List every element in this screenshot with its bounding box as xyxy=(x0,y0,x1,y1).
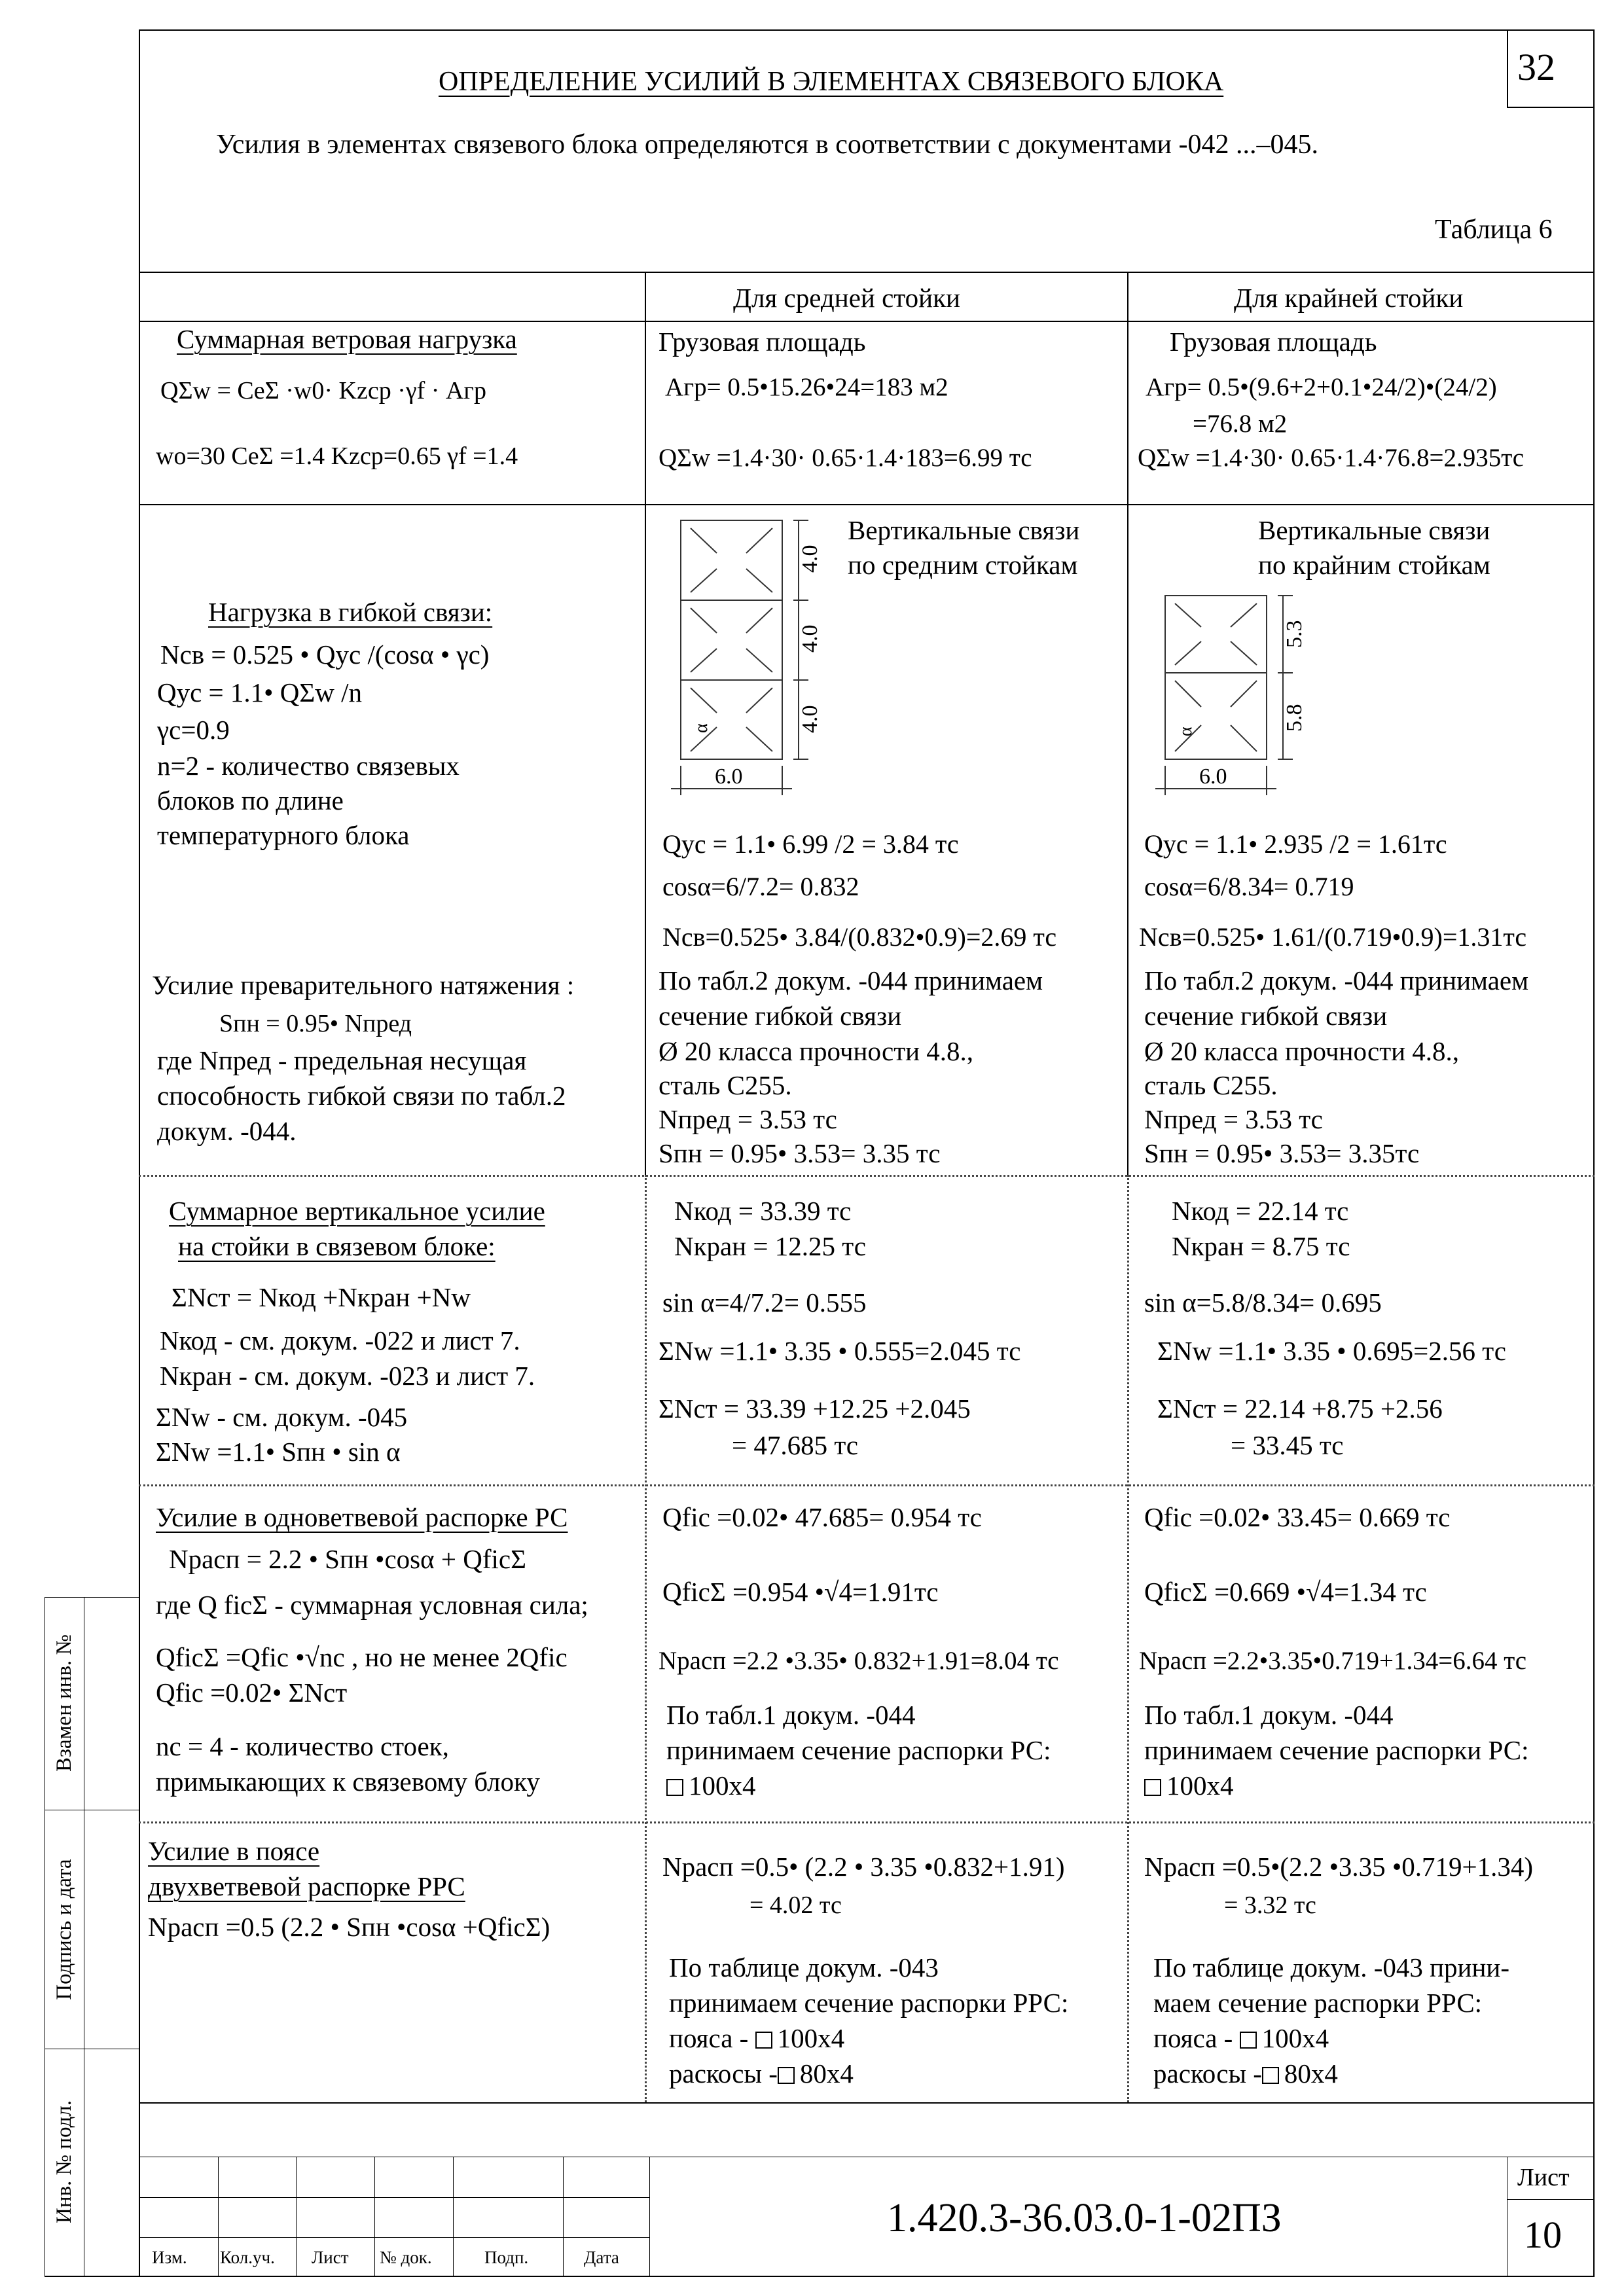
mid-width: 6.0 xyxy=(715,764,743,789)
table-label: Таблица 6 xyxy=(1435,215,1553,245)
s4-left-f3: QficΣ =Qfic •√nc , но не менее 2Qfic xyxy=(156,1642,568,1672)
s4-edge-1: Qfic =0.02• 33.45= 0.669 тс xyxy=(1144,1502,1451,1532)
page-title: ОПРЕДЕЛЕНИЕ УСИЛИЙ В ЭЛЕМЕНТАХ СВЯЗЕВОГО БЛОКА xyxy=(439,67,1224,97)
s2-left-p4: способность гибкой связи по табл.2 xyxy=(157,1081,566,1111)
col-divider-2a xyxy=(1127,272,1128,1175)
s1-edge-q: QΣw =1.4·30· 0.65·1.4·76.8=2.935тс xyxy=(1138,444,1525,472)
s1-mid-title: Грузовая площадь xyxy=(659,327,866,357)
stamp-row-1 xyxy=(139,2197,649,2198)
s5-mid-6: раскосы - xyxy=(669,2058,778,2089)
mid-bracing-diagram xyxy=(668,514,864,802)
s1-mid-area: Агр= 0.5•15.26•24=183 м2 xyxy=(665,373,948,401)
row4-bottom xyxy=(139,1821,1595,1823)
s2-edge-q: Qус = 1.1• 2.935 /2 = 1.61тс xyxy=(1144,829,1447,859)
sheet-number: 10 xyxy=(1524,2214,1562,2256)
s2-mid-q: Qус = 1.1• 6.99 /2 = 3.84 тс xyxy=(662,829,959,859)
s4-edge-2: QficΣ =0.669 •√4=1.34 тс xyxy=(1144,1577,1427,1607)
s3-left-f2: Nкод - см. докум. -022 и лист 7. xyxy=(160,1325,520,1355)
s2-mid-r6: Sпн = 0.95• 3.53= 3.35 тс xyxy=(659,1138,941,1168)
s4-left-f6: примыкающих к связевому блоку xyxy=(156,1767,540,1797)
s2-edge-r3: Ø 20 класса прочности 4.8., xyxy=(1144,1036,1460,1066)
s2-left-f5: блоков по длине xyxy=(157,785,344,816)
intro-text: Усилия в элементах связевого блока определяются в соответствии с документами -042 ...–045. xyxy=(216,130,1319,160)
s2-edge-n: Nсв=0.525• 1.61/(0.719•0.9)=1.31тс xyxy=(1139,922,1527,952)
s4-edge-6-row xyxy=(1144,1772,1234,1799)
stamp-col-izm: Изм. xyxy=(152,2248,187,2267)
s2-left-title: Нагрузка в гибкой связи: xyxy=(208,597,493,627)
row3-bottom xyxy=(139,1484,1595,1486)
s5-edge-3: По таблице докум. -043 прини- xyxy=(1153,1952,1510,1982)
s1-left-title: Суммарная ветровая нагрузка xyxy=(177,324,517,354)
s2-mid-r4: сталь С255. xyxy=(659,1070,792,1100)
s4-left-title: Усилие в одноветвевой распорке РС xyxy=(156,1502,568,1532)
stamp-col-2 xyxy=(296,2157,297,2276)
s3-edge-5: ΣNст = 22.14 +8.75 +2.56 xyxy=(1157,1393,1443,1424)
document-code: 1.420.3-36.03.0-1-02ПЗ xyxy=(887,2196,1282,2240)
sheet-box-mid xyxy=(1507,2199,1593,2200)
s4-mid-1: Qfic =0.02• 47.685= 0.954 тс xyxy=(662,1502,982,1532)
s5-mid-2: = 4.02 тс xyxy=(749,1892,842,1919)
stamp-col-1 xyxy=(218,2157,219,2276)
s5-left-f1: Nрасп =0.5 (2.2 • Sпн •cosα +QficΣ) xyxy=(148,1912,550,1942)
s1-edge-title: Грузовая площадь xyxy=(1170,327,1377,357)
s4-mid-6: 100х4 xyxy=(689,1770,756,1801)
s3-left-f1: ΣNст = Nкод +Nкран +Nw xyxy=(171,1282,471,1312)
s1-left-params: wо=30 CeΣ =1.4 Kzср=0.65 γf =1.4 xyxy=(156,442,518,470)
edge-alpha: α xyxy=(1176,726,1196,736)
s3-edge-4: ΣNw =1.1• 3.35 • 0.695=2.56 тс xyxy=(1157,1336,1506,1366)
side-label-replaced: Взамен инв. № xyxy=(52,1634,76,1772)
s2-edge-diag-title2: по крайним стойкам xyxy=(1258,550,1490,580)
s3-edge-6: = 33.45 тс xyxy=(1231,1430,1344,1460)
s5-edge-6b: 80х4 xyxy=(1284,2058,1338,2089)
s4-left-f5: nc = 4 - количество стоек, xyxy=(156,1731,449,1761)
s5-left-title2: двухветвевой распорке РРС xyxy=(148,1871,465,1901)
col-divider-1a xyxy=(645,272,646,1175)
s4-edge-3: Nрасп =2.2•3.35•0.719+1.34=6.64 тс xyxy=(1139,1647,1527,1675)
s2-mid-r1: По табл.2 докум. -044 принимаем xyxy=(659,965,1043,996)
s2-left-p1: Усилие преварительного натяжения : xyxy=(152,970,575,1000)
stamp-col-koluch: Кол.уч. xyxy=(220,2248,275,2267)
s5-mid-1: Nрасп =0.5• (2.2 • 3.35 •0.832+1.91) xyxy=(662,1852,1065,1882)
s2-edge-r4: сталь С255. xyxy=(1144,1070,1278,1100)
s2-left-f2: Qус = 1.1• QΣw /n xyxy=(157,677,363,708)
s5-mid-6-row xyxy=(669,2060,854,2087)
s5-mid-4: принимаем сечение распорки РРС: xyxy=(669,1988,1069,2018)
s3-edge-1: Nкод = 22.14 тс xyxy=(1172,1196,1349,1226)
s2-left-f3: γc=0.9 xyxy=(157,715,230,745)
s5-mid-3: По таблице докум. -043 xyxy=(669,1952,939,1982)
s2-left-f4: n=2 - количество связевых xyxy=(157,751,460,781)
sheet-label: Лист xyxy=(1517,2164,1570,2191)
s2-mid-diag-title2: по средним стойкам xyxy=(848,550,1078,580)
s5-edge-6: раскосы - xyxy=(1153,2058,1262,2089)
s2-left-p2: Sпн = 0.95• Nпред xyxy=(219,1010,412,1037)
s5-mid-5-row xyxy=(669,2025,844,2052)
s3-edge-2: Nкран = 8.75 тс xyxy=(1172,1231,1350,1261)
edge-bracing-diagram xyxy=(1152,589,1348,802)
edge-dim-2: 5.8 xyxy=(1282,704,1307,732)
s2-left-f6: температурного блока xyxy=(157,820,410,850)
s1-left-formula: QΣw = CeΣ ·w0· Kzср ·γf · Агр xyxy=(160,377,486,404)
s3-left-title1: Суммарное вертикальное усилие xyxy=(169,1196,545,1226)
s4-mid-4: По табл.1 докум. -044 xyxy=(666,1700,916,1730)
s2-mid-r3: Ø 20 класса прочности 4.8., xyxy=(659,1036,974,1066)
s4-left-f1: Nрасп = 2.2 • Sпн •cosα + QficΣ xyxy=(169,1544,526,1574)
stamp-col-5 xyxy=(563,2157,564,2276)
s4-edge-4: По табл.1 докум. -044 xyxy=(1144,1700,1394,1730)
side-label-inventory: Инв. № подл. xyxy=(52,2100,76,2224)
s5-edge-4: маем сечение распорки РРС: xyxy=(1153,1988,1483,2018)
row1-bottom xyxy=(139,504,1595,505)
s4-mid-3: Nрасп =2.2 •3.35• 0.832+1.91=8.04 тс xyxy=(659,1647,1059,1675)
s5-edge-6-row xyxy=(1153,2060,1338,2087)
edge-width: 6.0 xyxy=(1199,764,1227,789)
frame-right xyxy=(1593,29,1595,2276)
s2-edge-diag-title1: Вертикальные связи xyxy=(1258,515,1490,545)
s3-mid-3: sin α=4/7.2= 0.555 xyxy=(662,1287,867,1318)
mid-dim-1: 4.0 xyxy=(798,545,822,573)
s3-left-title2: на стойки в связевом блоке: xyxy=(178,1231,496,1261)
s3-mid-2: Nкран = 12.25 тс xyxy=(674,1231,866,1261)
s2-left-p5: докум. -044. xyxy=(157,1116,297,1146)
header-edge: Для крайней стойки xyxy=(1234,283,1464,313)
s5-mid-5b: 100х4 xyxy=(777,2023,845,2053)
side-label-signature: Подпись и дата xyxy=(52,1859,76,2000)
stamp-col-list: Лист xyxy=(312,2248,349,2267)
side-strip-top xyxy=(45,1597,139,1598)
s2-edge-cos: cosα=6/8.34= 0.719 xyxy=(1144,872,1354,901)
frame-left xyxy=(139,29,140,2276)
s4-left-f2: где Q ficΣ - суммарная условная сила; xyxy=(156,1590,588,1620)
page-number: 32 xyxy=(1517,46,1555,88)
s5-left-title1: Усилие в поясе xyxy=(148,1836,320,1866)
s5-edge-5: пояса - xyxy=(1153,2023,1233,2053)
frame-bottom xyxy=(45,2276,1595,2277)
table-top xyxy=(139,272,1595,273)
s3-edge-3: sin α=5.8/8.34= 0.695 xyxy=(1144,1287,1382,1318)
s2-mid-cos: cosα=6/7.2= 0.832 xyxy=(662,872,859,901)
mid-dim-2: 4.0 xyxy=(798,624,822,653)
s1-edge-area2: =76.8 м2 xyxy=(1193,410,1288,438)
s2-left-p3: где Nпред - предельная несущая xyxy=(157,1045,527,1075)
stamp-col-4 xyxy=(453,2157,454,2276)
s3-left-f5: ΣNw =1.1• Sпн • sin α xyxy=(156,1437,401,1467)
header-bottom xyxy=(139,321,1595,322)
stamp-col-3 xyxy=(374,2157,375,2276)
square-tube-icon xyxy=(755,2032,772,2049)
row2-bottom xyxy=(139,1175,1595,1177)
s4-mid-2: QficΣ =0.954 •√4=1.91тс xyxy=(662,1577,939,1607)
stamp-row-2 xyxy=(139,2237,649,2238)
stamp-col-podp: Подп. xyxy=(484,2248,529,2267)
col-divider-1b xyxy=(645,1175,647,2102)
page-box-bottom xyxy=(1507,107,1593,108)
s4-edge-6: 100х4 xyxy=(1166,1770,1234,1801)
s2-edge-r1: По табл.2 докум. -044 принимаем xyxy=(1144,965,1529,996)
s3-left-f3: Nкран - см. докум. -023 и лист 7. xyxy=(160,1361,535,1391)
s5-edge-5b: 100х4 xyxy=(1261,2023,1329,2053)
s2-edge-r2: сечение гибкой связи xyxy=(1144,1001,1388,1031)
s3-mid-4: ΣNw =1.1• 3.35 • 0.555=2.045 тс xyxy=(659,1336,1021,1366)
s4-mid-6-row xyxy=(666,1772,756,1799)
page-box-left xyxy=(1507,29,1508,107)
s4-mid-5: принимаем сечение распорки РС: xyxy=(666,1735,1051,1765)
s5-edge-2: = 3.32 тс xyxy=(1224,1892,1316,1919)
s4-left-f4: Qfic =0.02• ΣNст xyxy=(156,1677,348,1708)
s3-left-f4: ΣNw - см. докум. -045 xyxy=(156,1402,408,1432)
s1-mid-q: QΣw =1.4·30· 0.65·1.4·183=6.99 тс xyxy=(659,444,1032,472)
s2-mid-n: Nсв=0.525• 3.84/(0.832•0.9)=2.69 тс xyxy=(662,922,1057,952)
mid-alpha: α xyxy=(691,723,712,733)
square-tube-icon xyxy=(1144,1779,1161,1796)
s1-edge-area1: Агр= 0.5•(9.6+2+0.1•24/2)•(24/2) xyxy=(1146,373,1497,401)
s4-edge-5: принимаем сечение распорки РС: xyxy=(1144,1735,1529,1765)
square-tube-icon xyxy=(778,2067,795,2084)
square-tube-icon xyxy=(1240,2032,1257,2049)
s2-mid-r5: Nпред = 3.53 тс xyxy=(659,1104,837,1134)
s2-edge-r5: Nпред = 3.53 тс xyxy=(1144,1104,1323,1134)
stamp-col-6 xyxy=(649,2157,650,2276)
s3-mid-5: ΣNст = 33.39 +12.25 +2.045 xyxy=(659,1393,971,1424)
square-tube-icon xyxy=(666,1779,683,1796)
s5-mid-5: пояса - xyxy=(669,2023,749,2053)
edge-dim-1: 5.3 xyxy=(1282,620,1307,648)
s5-edge-1: Nрасп =0.5•(2.2 •3.35 •0.719+1.34) xyxy=(1144,1852,1534,1882)
col-divider-2b xyxy=(1127,1175,1129,2102)
s2-mid-r2: сечение гибкой связи xyxy=(659,1001,902,1031)
stamp-col-ndok: № док. xyxy=(380,2248,432,2267)
s5-edge-5-row xyxy=(1153,2025,1329,2052)
header-middle: Для средней стойки xyxy=(733,283,960,313)
s5-mid-6b: 80х4 xyxy=(799,2058,854,2089)
mid-dim-3: 4.0 xyxy=(798,705,822,733)
row5-bottom xyxy=(139,2102,1595,2104)
s2-mid-diag-title1: Вертикальные связи xyxy=(848,515,1080,545)
stamp-col-data: Дата xyxy=(584,2248,619,2267)
s3-mid-6: = 47.685 тс xyxy=(732,1430,858,1460)
s3-mid-1: Nкод = 33.39 тс xyxy=(674,1196,852,1226)
square-tube-icon xyxy=(1262,2067,1279,2084)
s2-edge-r6: Sпн = 0.95• 3.53= 3.35тс xyxy=(1144,1138,1420,1168)
s2-left-f1: Nсв = 0.525 • Qус /(cosα • γc) xyxy=(160,639,490,670)
frame-top xyxy=(139,29,1595,31)
